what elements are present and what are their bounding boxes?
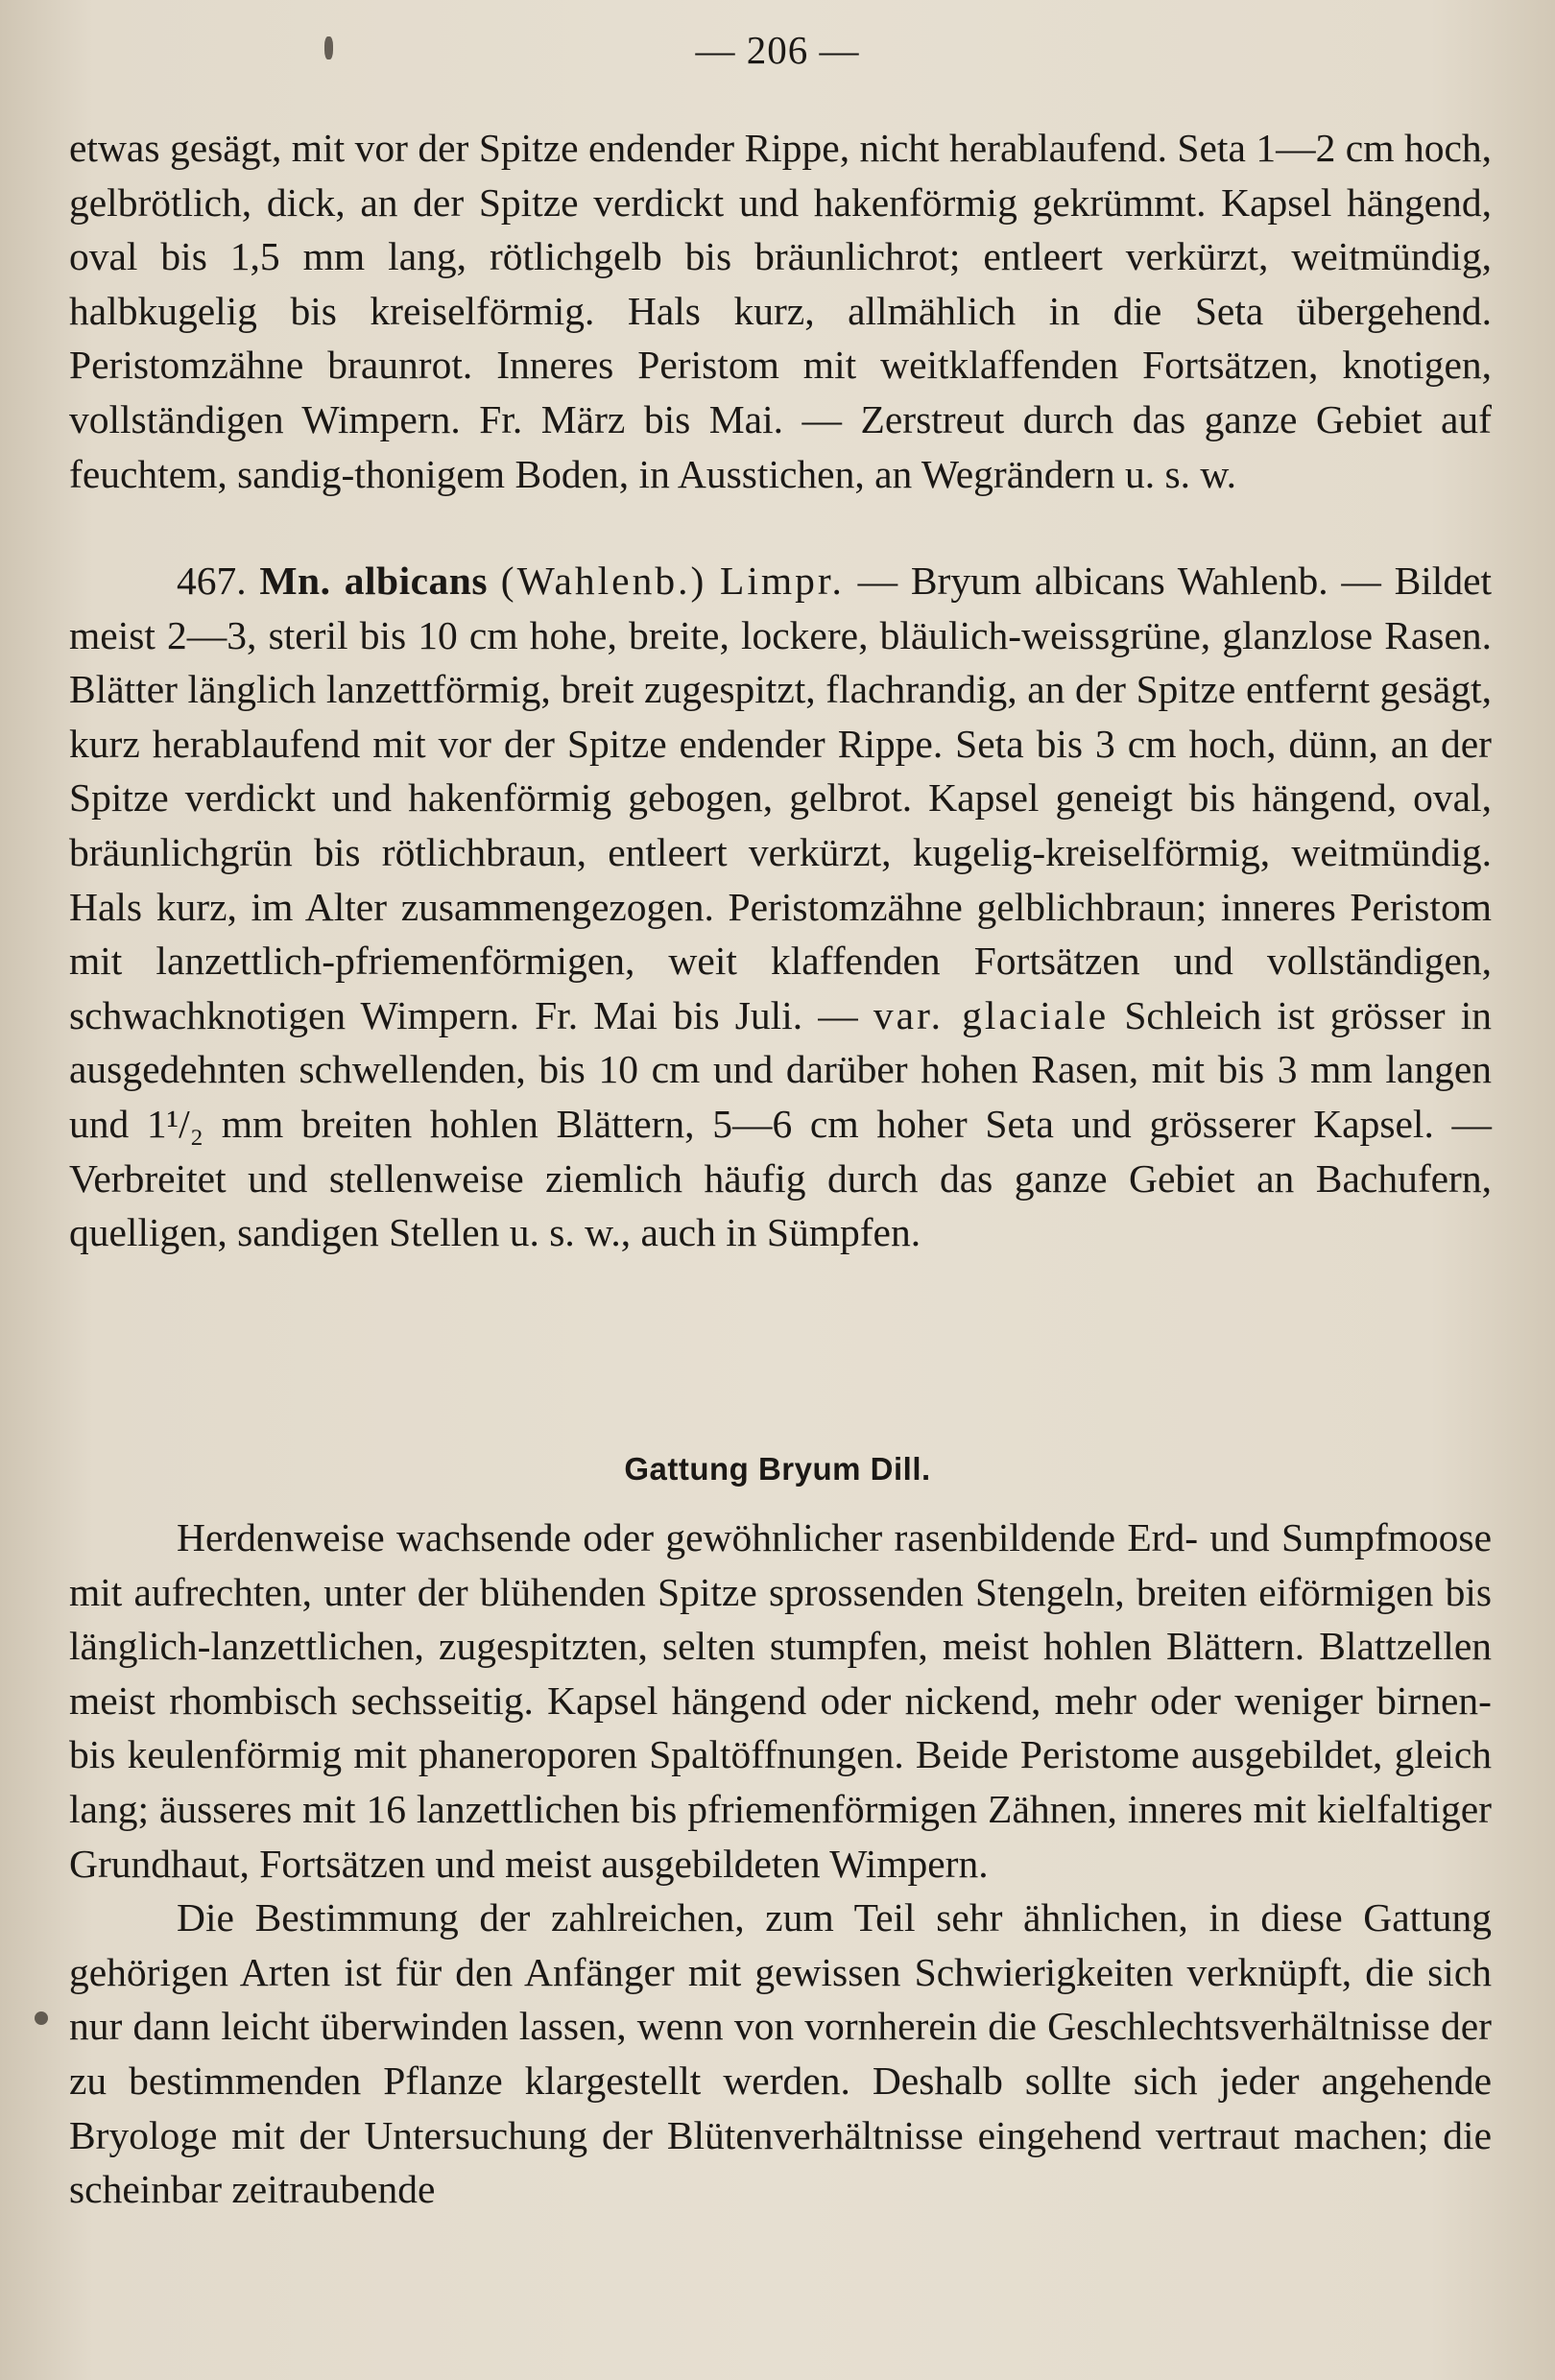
species-author: (Wahlenb.) (500, 559, 707, 603)
page-number: — 206 — (695, 28, 860, 72)
ink-speck (35, 2011, 48, 2025)
paragraph-identification-note: Die Bestimmung der zahlreichen, zum Teil sehr ähnlichen, in diese Gattung gehörigen Arten ist für den Anfänger mit gewissen Schwierigkeiten verknüpft, die sich nur dann leicht überwinden lassen, wenn von vornherein die Geschlechtsverhältnisse der zu bestimmenden Pflanze klargestellt werden. Deshalb sollte sich jeder angehende Bryologe mit der Untersuchung der Blütenverhältnisse eingehend vertraut machen; die scheinbar zeitraubende (69, 1895, 1492, 2212)
genus-heading: Gattung Bryum Dill. (624, 1451, 931, 1487)
variety-description: Schleich ist grösser in ausgedehnten schwellenden, bis 10 cm und darüber hohen Rasen, mit bis 3 mm langen und 1¹/₂ mm breiten hohlen Blättern, 5—6 cm hoher Seta und grösserer Kapsel. — Verbreitet und stellenweise ziemlich häufig durch das ganze Gebiet an Bachufern, quelligen, sandigen Stellen u. s. w., auch in Sümpfen. (69, 992, 1493, 1255)
text-block-continuation (69, 121, 1492, 501)
species-number: 467. (177, 559, 247, 603)
species-name: Mn. albicans (259, 559, 489, 603)
genus-text-block (69, 1511, 1492, 2217)
species-description: — Bryum albicans Wahlenb. — Bildet meist 2—3, steril bis 10 cm hohe, breite, lockere, bläulich-weissgrüne, glanzlose Rasen. Blätter länglich lanzettförmig, breit zugespitzt, flachrandig, an der Spitze entfernt gesägt, kurz herablaufend mit vor der Spitze endender Rippe. Seta bis 3 cm hoch, dünn, an der Spitze verdickt und hakenförmig gebogen, gelbrot. Kapsel geneigt bis hängend, oval, bräunlichgrün bis rötlichbraun, entleert verkürzt, kugelig-kreiselförmig, weitmündig. Hals kurz, im Alter zusammengezogen. Peristomzähne gelblichbraun; inneres Peristom mit lanzettlich-pfriemenförmigen, weit klaffenden Fortsätzen und vollständigen, schwachknotigen Wimpern. Fr. Mai bis Juli. — (69, 559, 1493, 1037)
species-entry-paragraph (69, 554, 1492, 1260)
species-author-2: Limpr. (720, 559, 845, 603)
paragraph-continuation: etwas gesägt, mit vor der Spitze endender Rippe, nicht herablaufend. Seta 1—2 cm hoch, gelbrötlich, dick, an der Spitze verdickt und hakenförmig gekrümmt. Kapsel hängend, oval bis 1,5 mm lang, rötlichgelb bis bräunlichrot; entleert verkürzt, weitmündig, halbkugelig bis kreiselförmig. Hals kurz, allmählich in die Seta übergehend. Peristomzähne braunrot. Inneres Peristom mit weitklaffenden Fortsätzen, knotigen, vollständigen Wimpern. Fr. März bis Mai. — Zerstreut durch das ganze Gebiet auf feuchtem, sandig-thonigem Boden, in Ausstichen, an Wegrändern u. s. w. (69, 126, 1492, 496)
species-entry-block (69, 554, 1492, 1260)
paragraph-genus-description: Herdenweise wachsende oder gewöhnlicher rasenbildende Erd- und Sumpfmoose mit aufrechten, unter der blühenden Spitze sprossenden Stengeln, breiten eiförmigen bis länglich-lanzettlichen, zugespitzten, selten stumpfen, meist hohlen Blättern. Blattzellen meist rhombisch sechsseitig. Kapsel hängend oder nickend, mehr oder weniger birnen- bis keulenförmig mit phaneroporen Spaltöffnungen. Beide Peristome ausgebildet, gleich lang; äusseres mit 16 lanzettlichen bis pfriemenförmigen Zähnen, inneres mit kielfaltiger Grundhaut, Fortsätzen und meist ausgebildeten Wimpern. (69, 1515, 1492, 1886)
variety-name: var. glaciale (873, 992, 1110, 1037)
